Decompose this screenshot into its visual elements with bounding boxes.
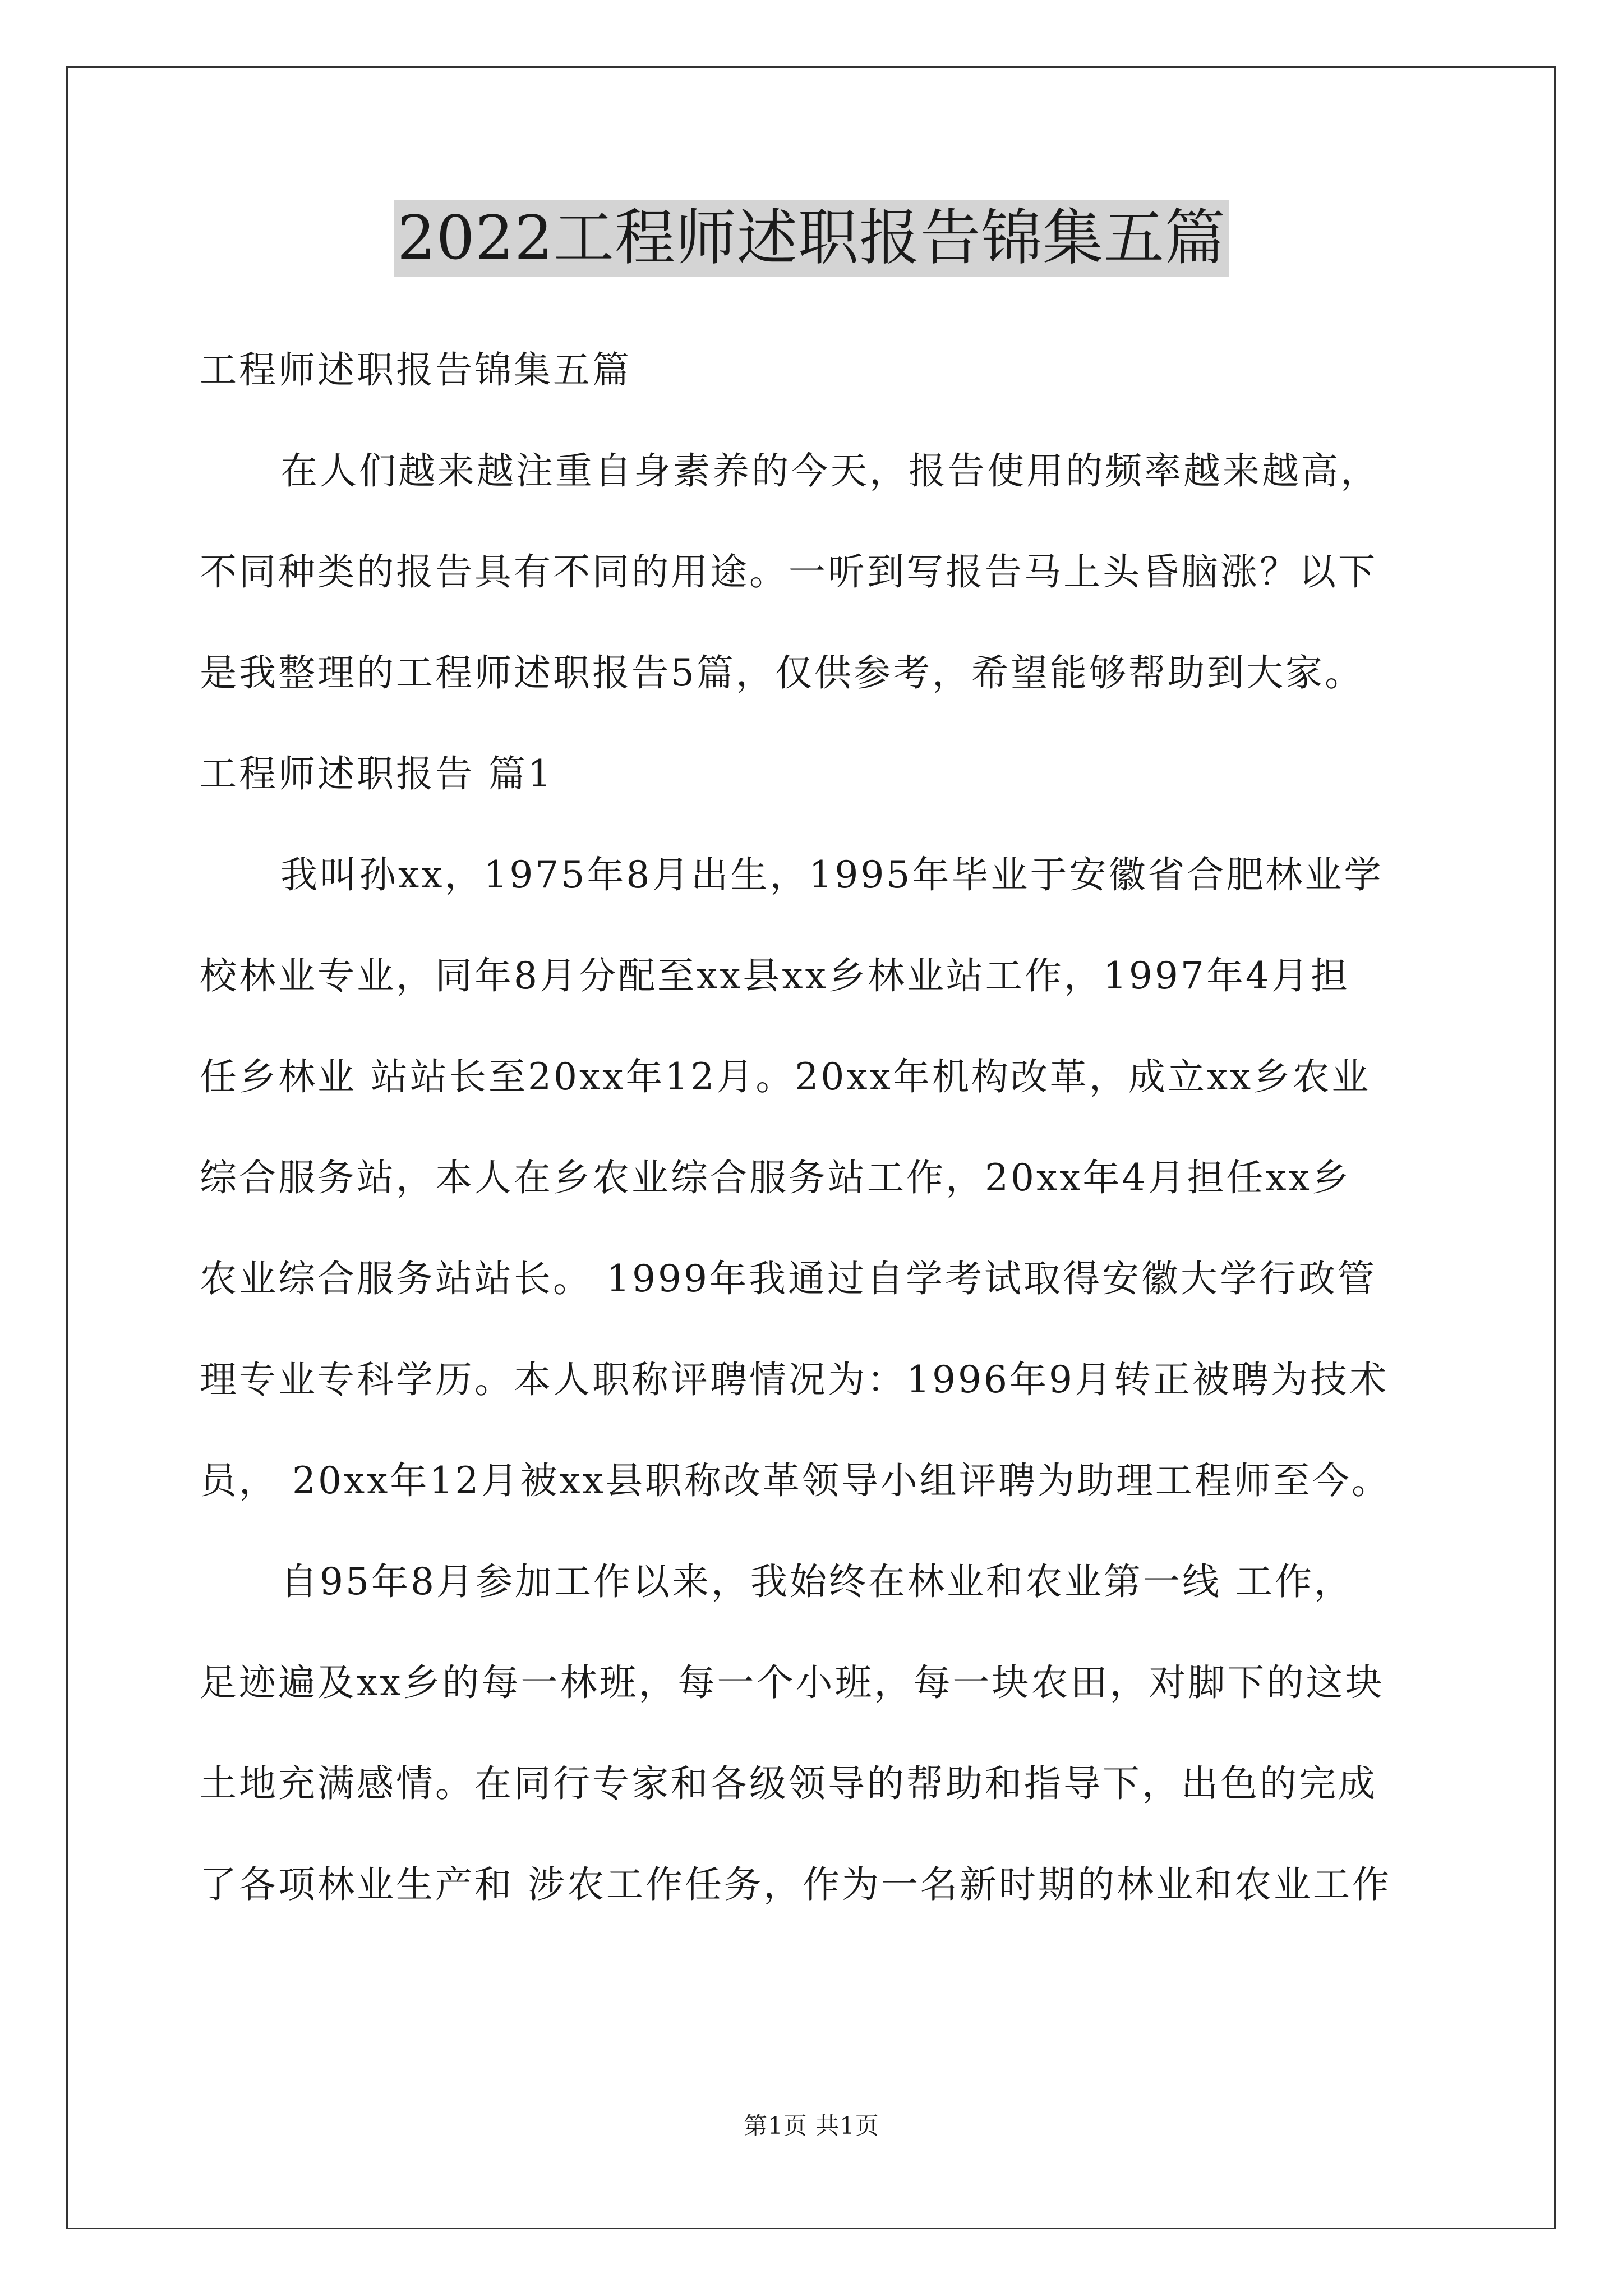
paragraph-line: 足迹遍及xx乡的每一林班，每一个小班，每一块农田，对脚下的这块 <box>200 1661 1385 1704</box>
paragraph-line: 是我整理的工程师述职报告5篇，仅供参考，希望能够帮助到大家。 <box>200 651 1364 694</box>
paragraph-line: 校林业专业，同年8月分配至xx县xx乡林业站工作，1997年4月担 <box>200 954 1350 997</box>
title-wrap <box>0 200 1623 277</box>
paragraph-line: 理专业专科学历。本人职称评聘情况为：1996年9月转正被聘为技术 <box>200 1358 1389 1401</box>
paragraph-line: 农业综合服务站站长。 1999年我通过自学考试取得安徽大学行政管 <box>200 1257 1377 1300</box>
paragraph-line: 自95年8月参加工作以来，我始终在林业和农业第一线 工作， <box>280 1560 1353 1603</box>
paragraph-line: 了各项林业生产和 涉农工作任务，作为一名新时期的林业和农业工作 <box>200 1863 1391 1906</box>
paragraph-line: 综合服务站，本人在乡农业综合服务站工作，20xx年4月担任xx乡 <box>200 1156 1351 1199</box>
paragraph-line: 不同种类的报告具有不同的用途。一听到写报告马上头昏脑涨？以下 <box>200 550 1377 593</box>
paragraph-line: 我叫孙xx，1975年8月出生，1995年毕业于安徽省合肥林业学 <box>280 853 1384 896</box>
document-title: 2022工程师述职报告锦集五篇 <box>394 200 1229 277</box>
page-footer: 第1页 共1页 <box>744 2112 879 2139</box>
section-heading: 工程师述职报告 篇1 <box>200 752 554 795</box>
paragraph-line: 任乡林业 站站长至20xx年12月。20xx年机构改革，成立xx乡农业 <box>200 1055 1371 1098</box>
paragraph-line: 员， 20xx年12月被xx县职称改革领导小组评聘为助理工程师至今。 <box>200 1459 1391 1502</box>
document-subtitle: 工程师述职报告锦集五篇 <box>200 348 631 392</box>
paragraph-line: 在人们越来越注重自身素养的今天，报告使用的频率越来越高， <box>280 449 1380 493</box>
paragraph-line: 土地充满感情。在同行专家和各级领导的帮助和指导下，出色的完成 <box>200 1762 1377 1805</box>
